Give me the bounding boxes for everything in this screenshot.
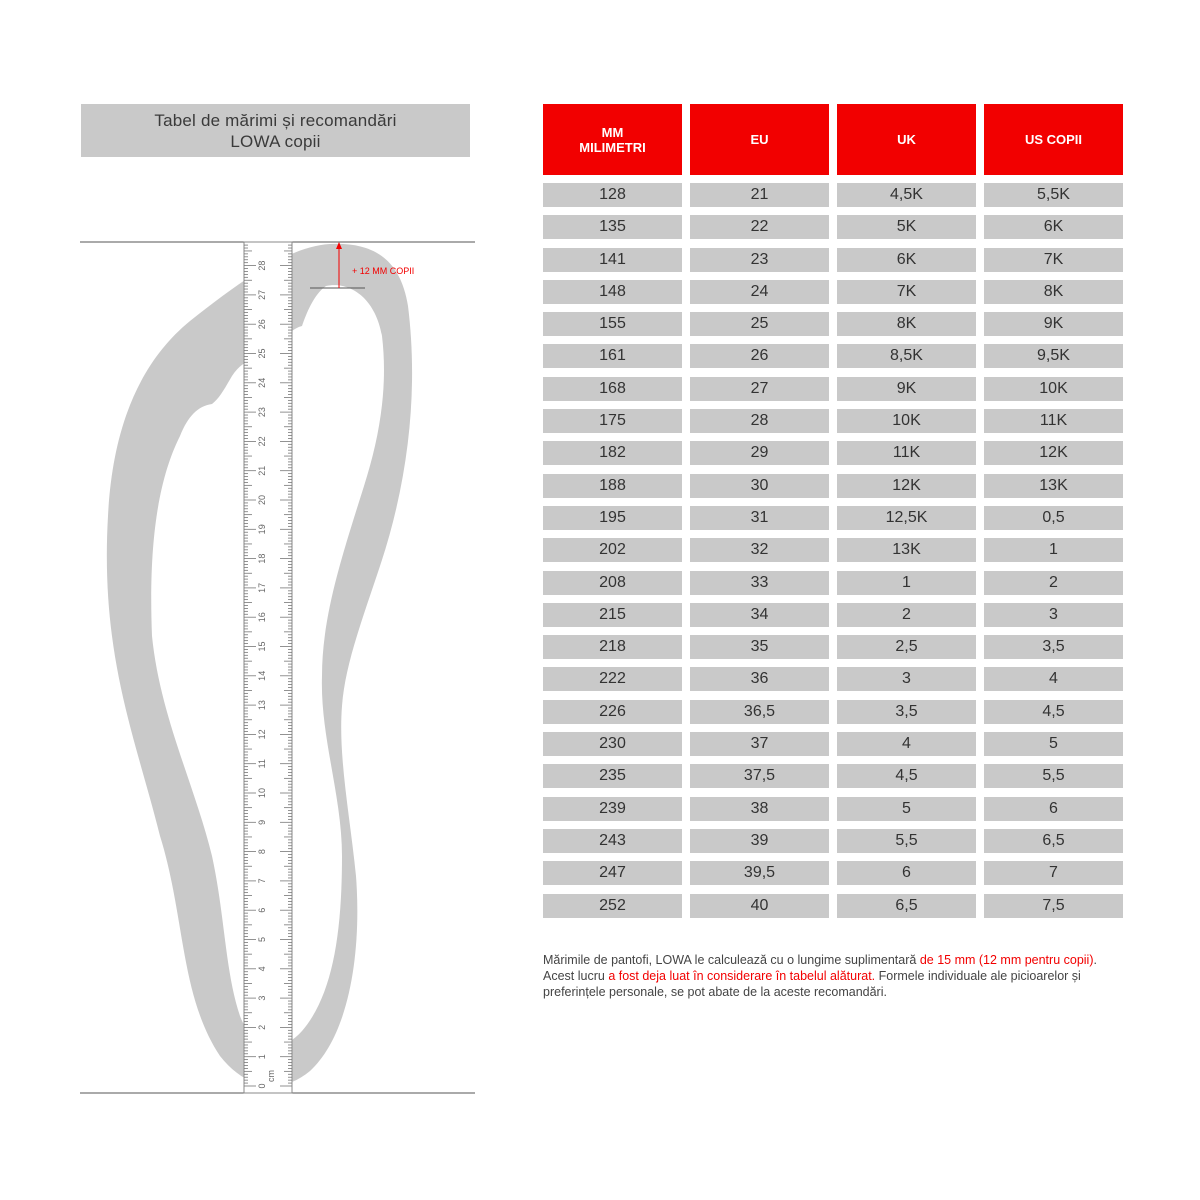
table-cell: 21 [690,183,829,207]
table-row [543,280,1123,304]
table-cell: 9K [837,377,976,401]
ruler-label: 7 [257,878,267,884]
ruler-label: 1 [257,1054,267,1060]
table-cell: 10K [984,377,1123,401]
table-cell: 34 [690,603,829,627]
table-cell: 4,5 [837,764,976,788]
header-cell-1: EU [690,104,829,175]
table-row [543,538,1123,562]
ruler-label: 3 [257,995,267,1001]
extra-length-label: + 12 MM COPII [352,266,415,276]
table-cell: 24 [690,280,829,304]
note-part-1: Mărimile de pantofi, LOWA le calculează cu o lungime suplimentară [543,953,920,967]
table-row [543,667,1123,691]
table-cell: 202 [543,538,682,562]
ruler-label: 21 [257,465,267,476]
table-row [543,861,1123,885]
table-cell: 226 [543,700,682,724]
table-row [543,571,1123,595]
table-cell: 0,5 [984,506,1123,530]
note-part-3: . Acest lucru [543,953,1097,983]
table-row [543,409,1123,433]
table-cell: 6 [837,861,976,885]
table-cell: 215 [543,603,682,627]
table-cell: 5K [837,215,976,239]
table-cell: 8,5K [837,344,976,368]
table-cell: 27 [690,377,829,401]
table-cell: 1 [837,571,976,595]
table-cell: 6K [984,215,1123,239]
table-row [543,797,1123,821]
title-box [81,104,470,157]
table-cell: 11K [837,441,976,465]
table-cell: 239 [543,797,682,821]
table-cell: 135 [543,215,682,239]
table-cell: 12K [984,441,1123,465]
table-cell: 141 [543,248,682,272]
table-cell: 29 [690,441,829,465]
table-cell: 8K [837,312,976,336]
table-row [543,603,1123,627]
table-row [543,894,1123,918]
table-row [543,377,1123,401]
table-cell: 36,5 [690,700,829,724]
table-cell: 188 [543,474,682,498]
table-cell: 252 [543,894,682,918]
ruler-label: 28 [257,260,267,271]
header-cell-0: MM MILIMETRI [543,104,682,175]
table-cell: 1 [984,538,1123,562]
foot-measure-figure [80,236,475,1100]
ruler-label: 5 [257,936,267,943]
table-cell: 4,5K [837,183,976,207]
table-cell: 12K [837,474,976,498]
ruler-label: 20 [257,494,267,506]
table-row [543,700,1123,724]
note-part-5: Formele individuale ale picioarelor și preferințele personale, se pot abate de la aceste recomandări. [543,969,1081,999]
table-row [543,732,1123,756]
note-part-4-highlight: a fost deja luat în considerare în tabelul alăturat. [608,969,876,983]
table-cell: 175 [543,409,682,433]
table-cell: 3 [837,667,976,691]
table-cell: 10K [837,409,976,433]
table-cell: 6 [984,797,1123,821]
table-cell: 3,5 [984,635,1123,659]
table-cell: 37,5 [690,764,829,788]
header-cell-2: UK [837,104,976,175]
table-cell: 38 [690,797,829,821]
table-row [543,215,1123,239]
ruler-label: 10 [257,787,267,799]
table-cell: 39,5 [690,861,829,885]
header-cell-3: US COPII [984,104,1123,175]
table-cell: 7,5 [984,894,1123,918]
table-cell: 195 [543,506,682,530]
size-table-body [543,183,1123,918]
table-cell: 230 [543,732,682,756]
table-cell: 31 [690,506,829,530]
ruler-label: 2 [257,1024,267,1030]
table-cell: 32 [690,538,829,562]
title-line-1: Tabel de mărimi și recomandări [154,110,397,130]
ruler-label: 19 [257,524,267,535]
table-row [543,506,1123,530]
table-cell: 22 [690,215,829,239]
table-cell: 39 [690,829,829,853]
table-cell: 5 [837,797,976,821]
table-cell: 208 [543,571,682,595]
ruler-label: 4 [257,966,267,972]
table-cell: 218 [543,635,682,659]
table-cell: 9,5K [984,344,1123,368]
table-cell: 5,5 [984,764,1123,788]
table-cell: 2 [984,571,1123,595]
ruler-unit-label: cm [266,1070,276,1082]
ruler-label: 11 [257,759,267,769]
table-cell: 243 [543,829,682,853]
ruler [244,242,292,1093]
table-cell: 5,5K [984,183,1123,207]
table-cell: 23 [690,248,829,272]
table-cell: 12,5K [837,506,976,530]
table-row [543,829,1123,853]
table-cell: 28 [690,409,829,433]
ruler-label: 12 [257,729,267,740]
table-cell: 182 [543,441,682,465]
ruler-label: 14 [257,670,267,681]
table-cell: 5,5 [837,829,976,853]
table-cell: 40 [690,894,829,918]
table-cell: 13K [984,474,1123,498]
size-note [543,952,1113,1000]
table-cell: 2,5 [837,635,976,659]
table-cell: 33 [690,571,829,595]
table-cell: 7 [984,861,1123,885]
table-cell: 2 [837,603,976,627]
table-cell: 148 [543,280,682,304]
table-cell: 35 [690,635,829,659]
table-cell: 26 [690,344,829,368]
size-table-header [543,104,1123,175]
table-cell: 25 [690,312,829,336]
table-cell: 30 [690,474,829,498]
ruler-label: 27 [257,289,267,300]
ruler-label: 23 [257,407,267,418]
ruler-label: 16 [257,612,267,623]
ruler-label: 17 [257,582,267,593]
table-cell: 8K [984,280,1123,304]
ruler-label: 0 [257,1083,267,1089]
ruler-label: 9 [257,819,267,825]
table-cell: 36 [690,667,829,691]
note-part-2-highlight: de 15 mm (12 mm pentru copii) [919,953,1094,967]
table-cell: 5 [984,732,1123,756]
table-cell: 3,5 [837,700,976,724]
table-row [543,248,1123,272]
table-cell: 4 [984,667,1123,691]
ruler-label: 15 [257,641,267,652]
table-cell: 6K [837,248,976,272]
ruler-label: 6 [257,907,267,913]
table-row [543,764,1123,788]
table-row [543,312,1123,336]
table-cell: 3 [984,603,1123,627]
foot-illustration [80,236,475,1100]
ruler-label: 18 [257,553,267,564]
ruler-label: 25 [257,348,267,359]
table-cell: 128 [543,183,682,207]
ruler-label: 24 [257,377,267,388]
table-cell: 4,5 [984,700,1123,724]
table-cell: 161 [543,344,682,368]
table-cell: 7K [837,280,976,304]
table-cell: 168 [543,377,682,401]
ruler-label: 26 [257,319,267,330]
table-row [543,474,1123,498]
table-cell: 7K [984,248,1123,272]
title-line-2: LOWA copii [230,131,321,151]
table-cell: 155 [543,312,682,336]
table-row [543,635,1123,659]
table-cell: 37 [690,732,829,756]
table-row [543,344,1123,368]
table-cell: 6,5 [984,829,1123,853]
table-cell: 235 [543,764,682,788]
table-cell: 4 [837,732,976,756]
table-cell: 9K [984,312,1123,336]
table-cell: 247 [543,861,682,885]
ruler-label: 13 [257,700,267,711]
ruler-label: 22 [257,436,267,447]
table-cell: 13K [837,538,976,562]
table-cell: 222 [543,667,682,691]
ruler-label: 8 [257,849,267,855]
table-row [543,441,1123,465]
table-cell: 6,5 [837,894,976,918]
table-row [543,183,1123,207]
table-cell: 11K [984,409,1123,433]
